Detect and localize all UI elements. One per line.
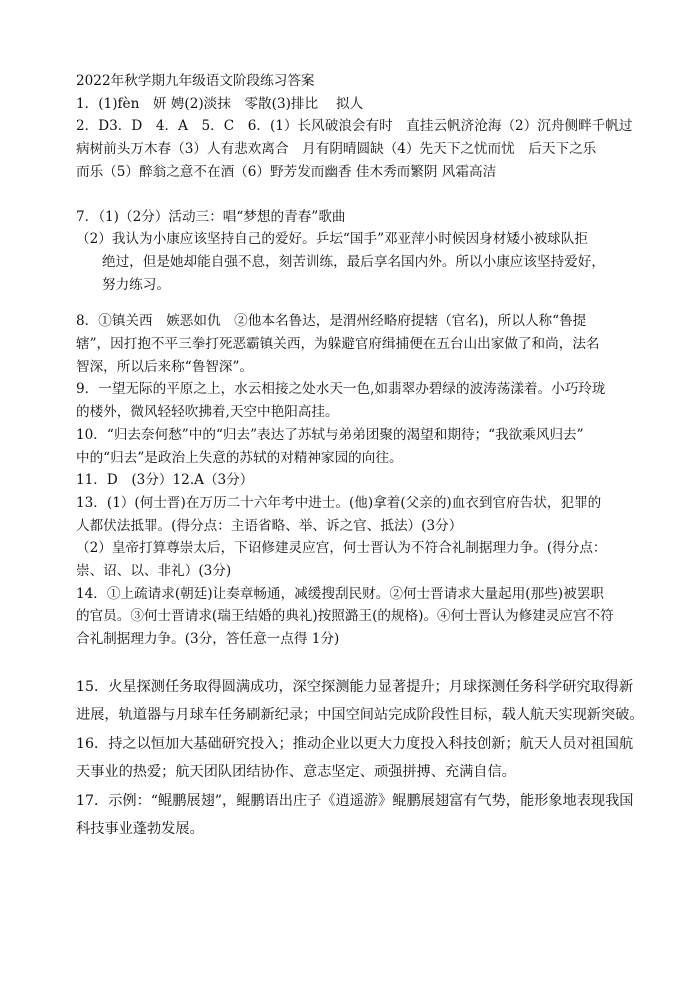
answer-line: （2）皇帝打算尊崇太后，下诏修建灵应宫，何士晋认为不符合礼制据理力争。(得分点： xyxy=(76,540,607,557)
answer-document xyxy=(76,70,644,844)
section-reading xyxy=(76,310,636,651)
answer-line: 智深，所以后来称“鲁智深”。 xyxy=(76,358,254,375)
document-title: 2022年秋学期九年级语文阶段练习答案 xyxy=(76,73,315,89)
answer-line: 病树前头万木春（3）人有悲欢离合 月有阴晴圆缺（4）先天下之忧而忧 后天下之乐 xyxy=(76,141,597,158)
answer-line: 努力练习。 xyxy=(102,276,170,293)
answer-line: 人都伏法抵罪。(得分点：主语省略、举、诉之官、抵法）(3分） xyxy=(76,517,463,534)
answer-line: （2）我认为小康应该坚持自己的爱好。乒坛“国手”邓亚萍小时候因身材矮小被球队拒 xyxy=(76,231,588,248)
answer-line: 7．（1)（2分）活动三：唱“梦想的青春”歌曲 xyxy=(76,208,346,225)
section-activity xyxy=(76,206,636,297)
answer-line: 11．D (3分）12.A（3分） xyxy=(76,472,254,489)
answer-line: 科技事业蓬勃发展。 xyxy=(76,821,204,838)
answer-line: 2．D3．D 4．A 5．C 6．(1）长风破浪会有时 直挂云帆济沧海（2）沉舟侧畔千帆过 xyxy=(76,118,633,135)
answer-line: 16．持之以恒加大基础研究投入；推动企业以更大力度投入科技创新；航天人员对祖国航 xyxy=(76,735,634,752)
section-nonfiction xyxy=(76,673,644,844)
answer-line: 8．①镇关西 嫉恶如仇 ②他本名鲁达，是渭州经略府提辖（官名)，所以人称“鲁提 xyxy=(76,313,587,330)
answer-line: 15．火星探测任务取得圆满成功，深空探测能力显著提升；月球探测任务科学研究取得新 xyxy=(76,678,634,695)
answer-line: 中的“归去”是政治上失意的苏轼的对精神家园的向往。 xyxy=(76,449,403,466)
answer-line: 9．一望无际的平原之上，水云相接之处水天一色,如翡翠办碧绿的波涛荡漾着。小巧玲珑 xyxy=(76,381,606,398)
answer-line: 合礼制据理力争。(3分，答任意一点得 1分) xyxy=(76,631,340,648)
answer-line: 绝过，但是她却能自强不息，刻苦训练，最后享名国内外。所以小康应该坚持爱好， xyxy=(102,253,605,270)
answer-line: 14．①上疏请求(朝廷)让奏章畅通，减缓搜刮民财。②何士晋请求大量起用(那些)被罢职 xyxy=(76,585,604,602)
answer-line: 10．“归去奈何愁”中的“归去”表达了苏轼与弟弟团聚的渴望和期待；“我欲乘风归去” xyxy=(76,426,584,443)
answer-line: 天事业的热爱；航天团队团结协作、意志坚定、顽强拼搏、充满自信。 xyxy=(76,764,516,781)
answer-line: 崇、诏、以、非礼）(3分) xyxy=(76,563,232,580)
answer-line: 的官员。③何士晋请求(瑞王结婚的典礼)按照潞王(的规格)。④何士晋认为修建灵应宫不符 xyxy=(76,608,614,625)
answer-line: 的楼外，微风轻轻吹拂着,天空中艳阳高挂。 xyxy=(76,404,339,421)
answer-line: 辖”，因打抱不平三拳打死恶霸镇关西，为躲避官府缉捕便在五台山出家做了和尚，法名 xyxy=(76,336,600,353)
answer-line: 13．(1）(何士晋)在万历二十六年考中进士。(他)拿着(父亲的)血衣到官府告状，犯罪的 xyxy=(76,494,602,511)
section-basics xyxy=(76,93,636,184)
answer-line: 17．示例：“鲲鹏展翅”，鲲鹏语出庄子《逍遥游》鲲鹏展翅富有气势，能形象地表现我国 xyxy=(76,792,634,809)
answer-line: 1．(1)fèn 妍 娉(2)淡抹 零散(3)排比 拟人 xyxy=(76,95,364,112)
answer-line: 进展，轨道器与月球车任务刷新纪录；中国空间站完成阶段性目标，载人航天实现新突破。 xyxy=(76,707,644,724)
answer-line: 而乐（5）醉翁之意不在酒（6）野芳发而幽香 佳木秀而繁阴 风霜高洁 xyxy=(76,163,497,180)
